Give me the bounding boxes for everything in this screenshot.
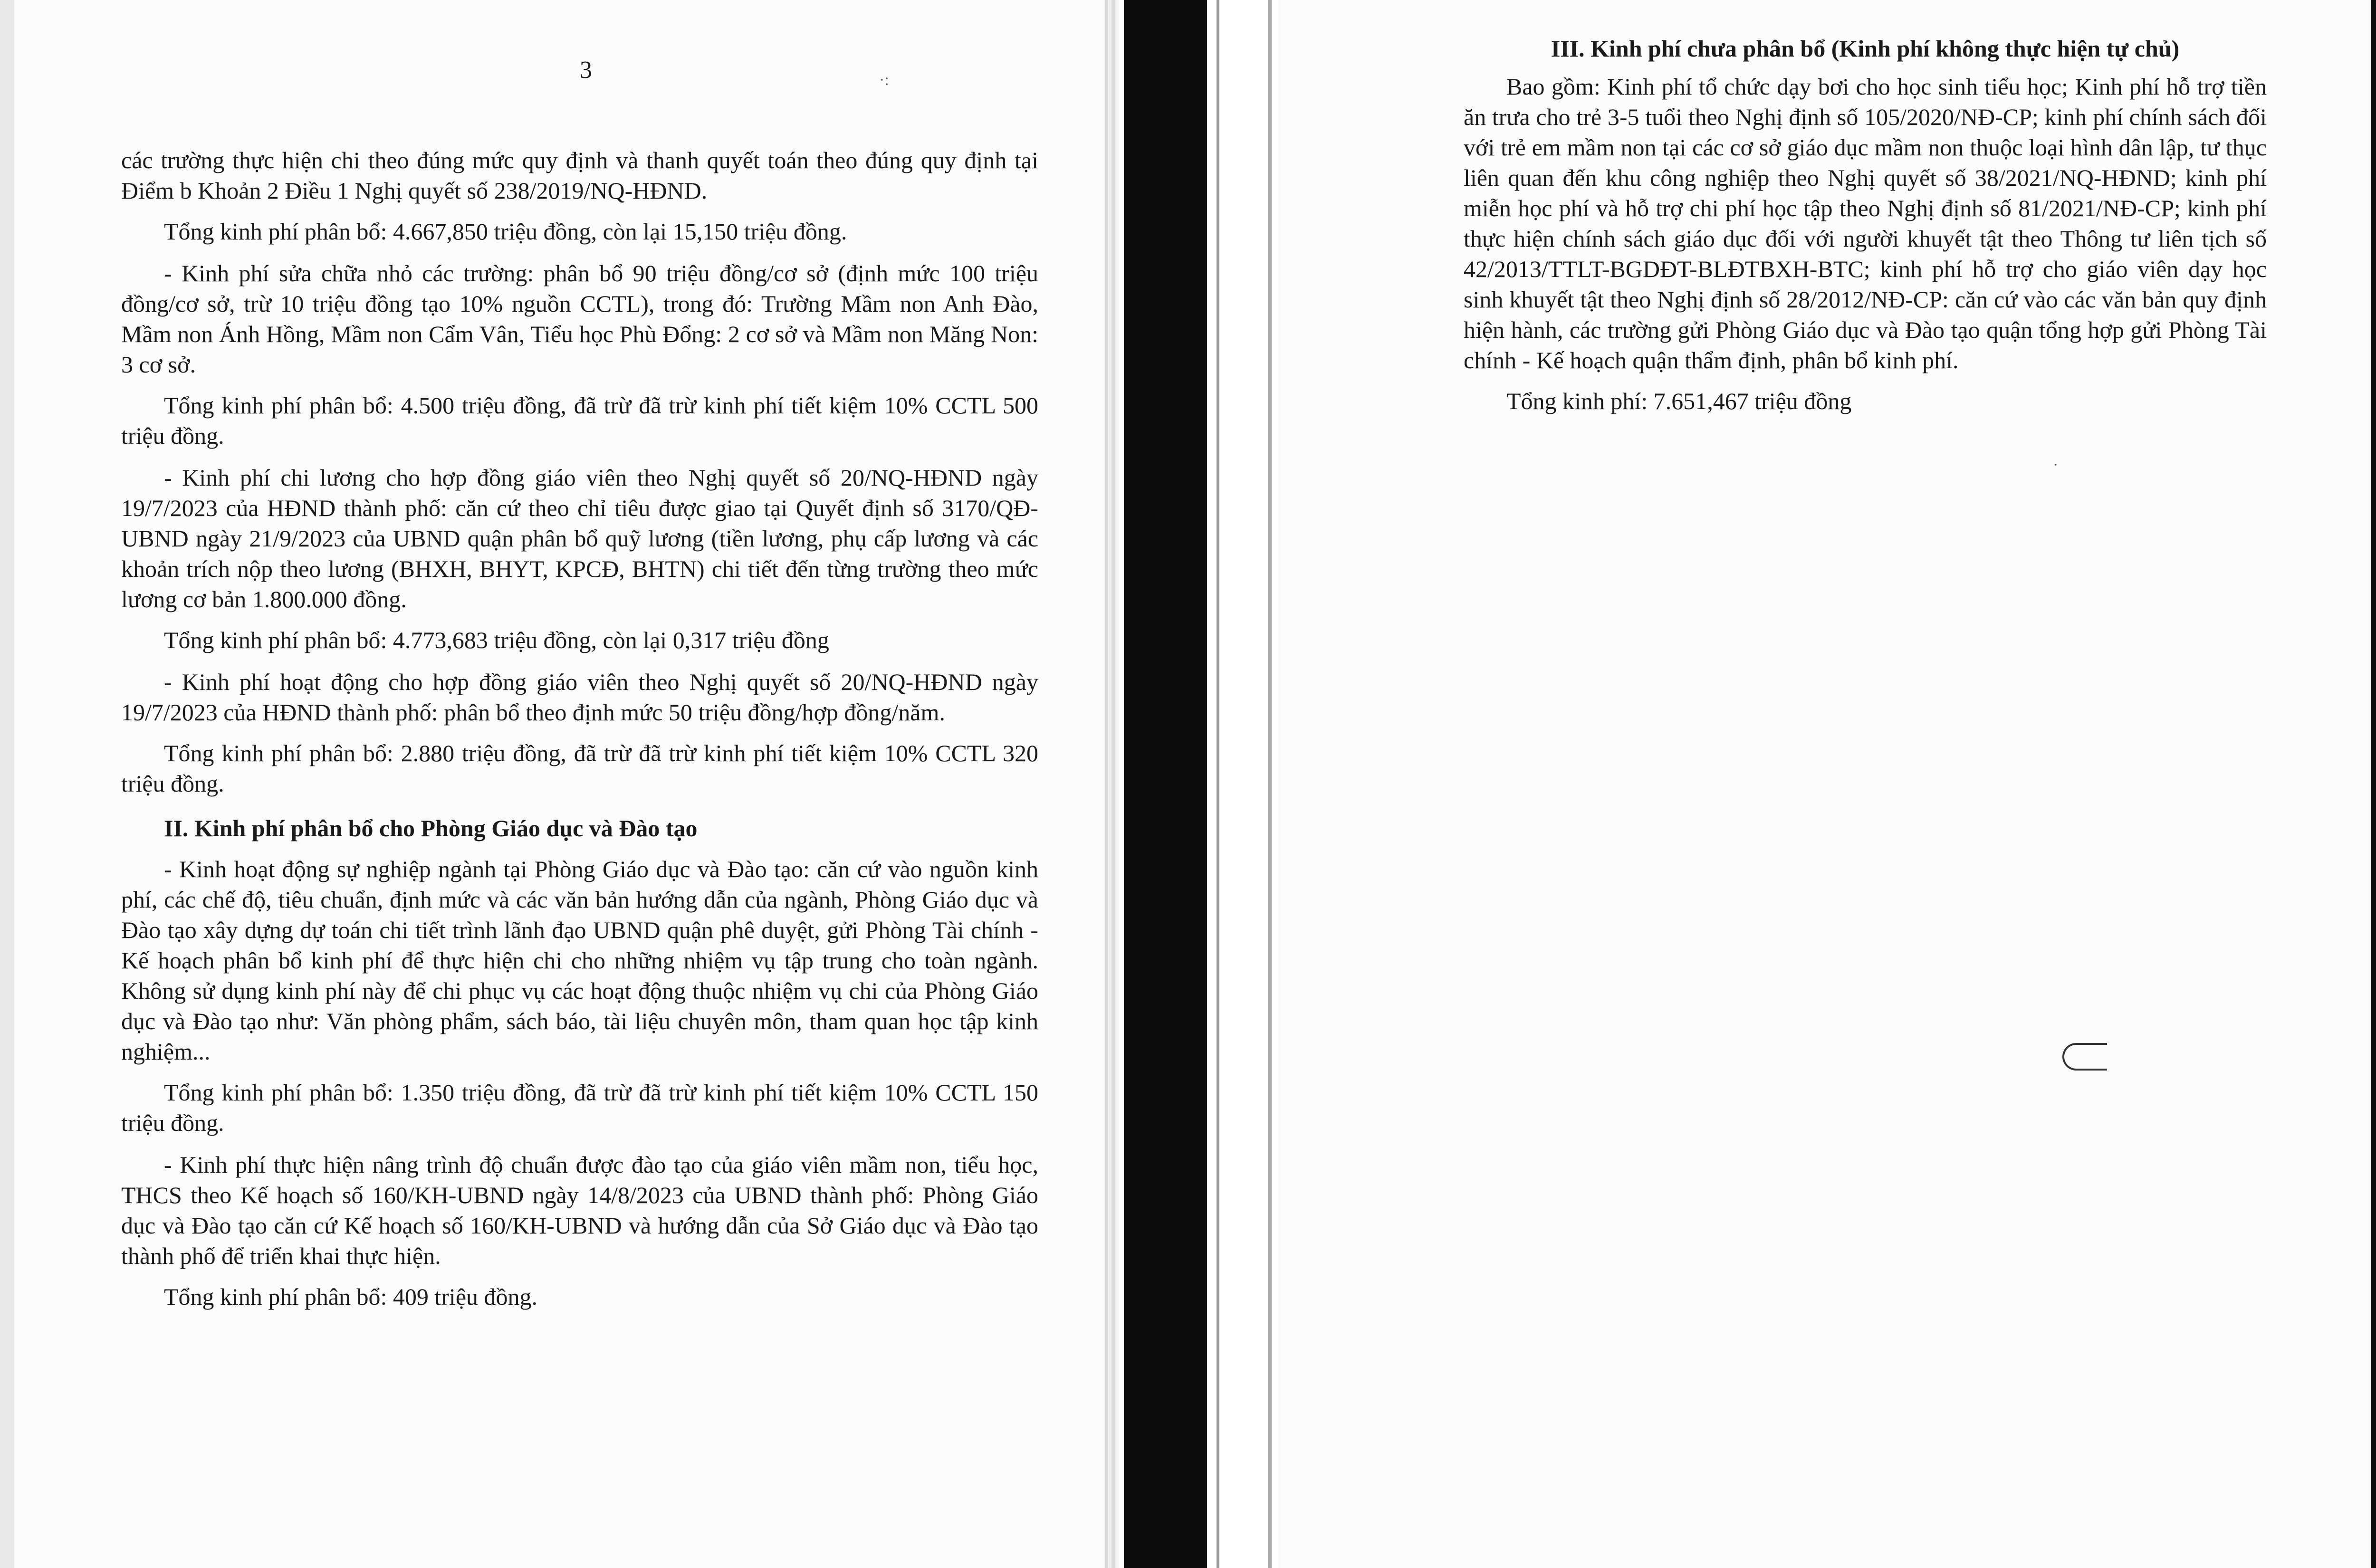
gutter-line (1217, 0, 1219, 1568)
item-paragraph: - Kinh phí sửa chữa nhỏ các trường: phân bổ 90 triệu đồng/cơ sở (định mức 100 triệu đồng/cơ sở, trừ 10 triệu đồng tạo 10% nguồn CCTL), trong đó: Trường Mầm non Anh Đào, Mầm non Ánh Hồng, Mầm non Cẩm Vân, Tiểu học Phù Đổng: 2 cơ sở và Mầm non Măng Non: 3 cơ sở. (121, 260, 1038, 378)
right-page-body (1464, 33, 2267, 428)
pen-mark (2062, 1043, 2107, 1071)
item-paragraph: - Kinh hoạt động sự nghiệp ngành tại Phòng Giáo dục và Đào tạo: căn cứ vào nguồn kinh phí, các chế độ, tiêu chuẩn, định mức và các văn bản hướng dẫn của ngành, Phòng Giáo dục và Đào tạo xây dựng dự toán chi tiết trình lãnh đạo UBND quận phê duyệt, gửi Phòng Tài chính - Kế hoạch phân bổ kinh phí để thực hiện chi cho những nhiệm vụ tập trung cho toàn ngành. Không sử dụng kinh phí này để chi phục vụ các hoạt động thuộc nhiệm vụ chi của Phòng Giáo dục và Đào tạo như: Văn phòng phẩm, sách báo, tài liệu chuyên môn, tham quan học tập kinh nghiệm... (121, 856, 1038, 1065)
scan-edge-right (2371, 0, 2376, 1568)
scan-edge-left (0, 0, 14, 1568)
total-line: Tổng kinh phí phân bổ: 409 triệu đồng. (164, 1283, 538, 1310)
total-line: Tổng kinh phí phân bổ: 4.773,683 triệu đồng, còn lại 0,317 triệu đồng (164, 627, 829, 653)
speck-mark: ·: (879, 71, 889, 89)
section-iii-total: Tổng kinh phí: 7.651,467 triệu đồng (1506, 388, 1852, 414)
item-paragraph: - Kinh phí hoạt động cho hợp đồng giáo viên theo Nghị quyết số 20/NQ-HĐND ngày 19/7/2023 của HĐND thành phố: phân bổ theo định mức 50 triệu đồng/hợp đồng/năm. (121, 669, 1038, 726)
scan-gutter-dark (1124, 0, 1207, 1568)
gutter-line-2 (1268, 0, 1272, 1568)
left-page-body (121, 145, 1038, 1323)
page-number: 3 (580, 57, 592, 84)
item-paragraph: - Kinh phí thực hiện nâng trình độ chuẩn được đào tạo của giáo viên mầm non, tiểu học, THCS theo Kế hoạch số 160/KH-UBND ngày 14/8/2023 của UBND thành phố: Phòng Giáo dục và Đào tạo căn cứ Kế hoạch số 160/KH-UBND và hướng dẫn của Sở Giáo dục và Đào tạo thành phố để triển khai thực hiện. (121, 1151, 1038, 1269)
right-page (1278, 0, 2371, 1568)
item-paragraph: - Kinh phí chi lương cho hợp đồng giáo viên theo Nghị quyết số 20/NQ-HĐND ngày 19/7/2023 của HĐND thành phố: căn cứ theo chỉ tiêu được giao tại Quyết định số 3170/QĐ-UBND ngày 21/9/2023 của UBND quận phân bổ quỹ lương (tiền lương, phụ cấp lương và các khoản trích nộp theo lương (BHXH, BHYT, KPCĐ, BHTN) chi tiết đến từng trường theo mức lương cơ bản 1.800.000 đồng. (121, 464, 1038, 612)
total-line: Tổng kinh phí phân bổ: 2.880 triệu đồng, đã trừ đã trừ kinh phí tiết kiệm 10% CCTL 320 triệu đồng. (121, 740, 1038, 797)
speck-mark-2: · (2053, 456, 2059, 474)
paragraph: các trường thực hiện chi theo đúng mức quy định và thanh quyết toán theo đúng quy định tại Điểm b Khoản 2 Điều 1 Nghị quyết số 238/2019/NQ-HĐND. (121, 147, 1038, 204)
section-heading-ii: II. Kinh phí phân bổ cho Phòng Giáo dục và Đào tạo (164, 815, 698, 841)
total-line: Tổng kinh phí phân bổ: 1.350 triệu đồng, đã trừ đã trừ kinh phí tiết kiệm 10% CCTL 150 triệu đồng. (121, 1079, 1038, 1136)
section-iii-body: Bao gồm: Kinh phí tổ chức dạy bơi cho học sinh tiểu học; Kinh phí hỗ trợ tiền ăn trưa cho trẻ 3-5 tuổi theo Nghị định số 105/2020/NĐ-CP; kinh phí chính sách đối với trẻ em mầm non tại các cơ sở giáo dục mầm non thuộc loại hình dân lập, tư thục liên quan đến khu công nghiệp theo Nghị quyết số 38/2021/NQ-HĐND; kinh phí miễn học phí và hỗ trợ chi phí học tập theo Nghị định số 81/2021/NĐ-CP; kinh phí thực hiện chính sách giáo dục đối với người khuyết tật theo Thông tư liên tịch số 42/2013/TTLT-BGDĐT-BLĐTBXH-BTC; kinh phí hỗ trợ cho giáo viên dạy học sinh khuyết tật theo Nghị định số 28/2012/NĐ-CP: căn cứ vào các văn bản quy định hiện hành, các trường gửi Phòng Giáo dục và Đào tạo quận tổng hợp gửi Phòng Tài chính - Kế hoạch quận thẩm định, phân bổ kinh phí. (1464, 73, 2267, 373)
total-line: Tổng kinh phí phân bổ: 4.667,850 triệu đồng, còn lại 15,150 triệu đồng. (164, 218, 847, 245)
left-page (14, 0, 1105, 1568)
section-heading-iii: III. Kinh phí chưa phân bổ (Kinh phí không thực hiện tự chủ) (1551, 35, 2180, 62)
total-line: Tổng kinh phí phân bổ: 4.500 triệu đồng, đã trừ đã trừ kinh phí tiết kiệm 10% CCTL 500 triệu đồng. (121, 392, 1038, 449)
